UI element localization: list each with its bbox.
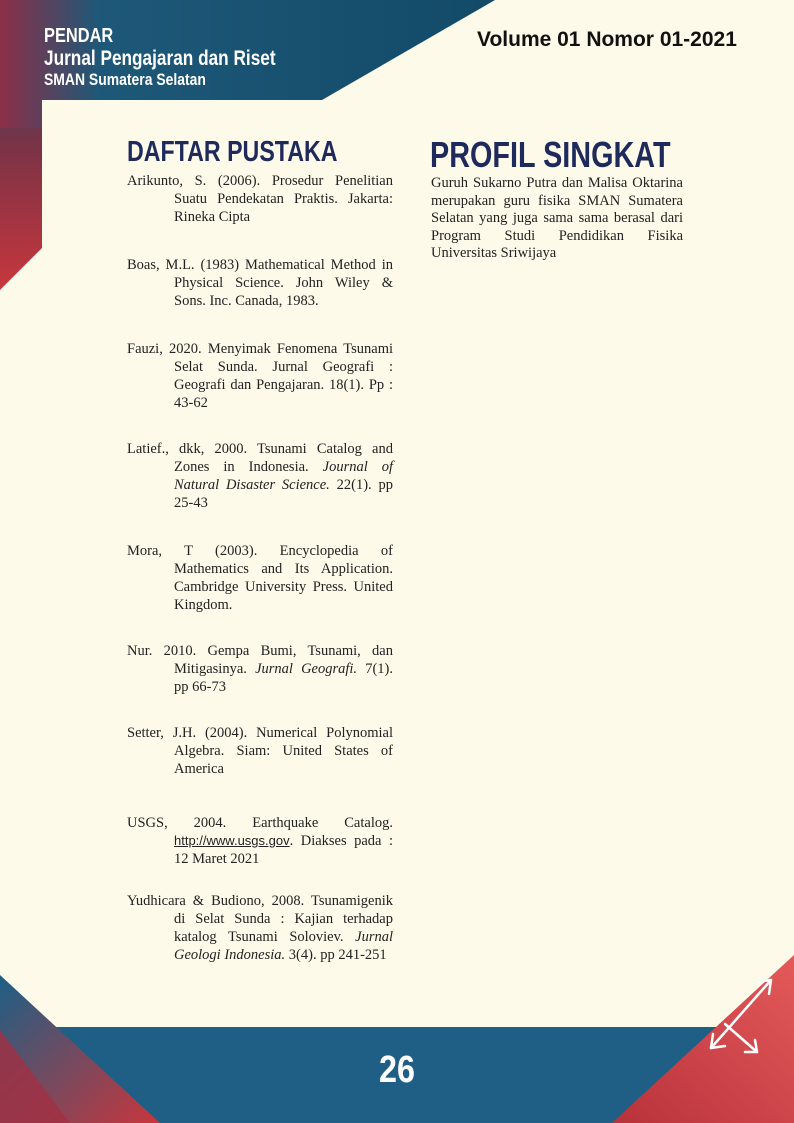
journal-subtitle: Jurnal Pengajaran dan Riset xyxy=(44,47,276,70)
reference-text: Boas, M.L. (1983) Mathematical Method in Physical Science. John Wiley & Sons. Inc. Canada, 1983. xyxy=(127,257,393,309)
page-number: 26 xyxy=(379,1049,415,1091)
reference-text: Arikunto, S. (2006). Prosedur Penelitian Suatu Pendekatan Praktis. Jakarta: Rineka Cipta xyxy=(127,173,393,225)
reference-link[interactable]: http://www.usgs.gov xyxy=(174,833,290,848)
reference-text: 22(1). pp 25-43 xyxy=(174,477,393,511)
reference-entry xyxy=(127,814,393,868)
reference-journal-title: Jurnal Geologi Indonesia. xyxy=(174,929,393,963)
reference-text: USGS, 2004. Earthquake Catalog. xyxy=(127,815,393,831)
reference-text: Yudhicara & Budiono, 2008. Tsunamigenik di Selat Sunda : Kajian terhadap katalog Tsunami Soloviev. xyxy=(127,893,393,945)
profile-heading: PROFIL SINGKAT xyxy=(430,134,671,175)
reference-text: Fauzi, 2020. Menyimak Fenomena Tsunami Selat Sunda. Jurnal Geografi : Geografi dan Pengajaran. 18(1). Pp : 43-62 xyxy=(127,341,393,411)
reference-entry xyxy=(127,892,393,964)
reference-entry xyxy=(127,642,393,696)
reference-text: Setter, J.H. (2004). Numerical Polynomial Algebra. Siam: United States of America xyxy=(127,725,393,777)
reference-entry xyxy=(127,340,393,412)
double-arrow-icon xyxy=(705,970,777,1060)
reference-journal-title: Journal of Natural Disaster Science. xyxy=(174,459,393,493)
reference-entry xyxy=(127,172,393,226)
reference-text: Mora, T (2003). Encyclopedia of Mathematics and Its Application. Cambridge University Press. United Kingdom. xyxy=(127,543,393,613)
journal-title-block xyxy=(44,26,276,88)
reference-entry xyxy=(127,724,393,778)
reference-text: Nur. 2010. Gempa Bumi, Tsunami, dan Mitigasinya. xyxy=(127,643,393,677)
journal-institution: SMAN Sumatera Selatan xyxy=(44,70,206,89)
journal-name: PENDAR xyxy=(44,25,114,47)
reference-text: 3(4). pp 241-251 xyxy=(285,947,387,963)
reference-entry xyxy=(127,440,393,512)
reference-text: 7(1). pp 66-73 xyxy=(174,661,393,695)
reference-text: . Diakses pada : 12 Maret 2021 xyxy=(174,833,393,867)
reference-entry xyxy=(127,542,393,614)
reference-journal-title: Jurnal Geografi. xyxy=(255,661,358,677)
references-heading: DAFTAR PUSTAKA xyxy=(127,136,338,168)
profile-text: Guruh Sukarno Putra dan Malisa Oktarina merupakan guru fisika SMAN Sumatera Selatan yang juga sama sama berasal dari Program Studi Pendidikan Fisika Universitas Sriwijaya xyxy=(431,175,683,261)
reference-text: Latief., dkk, 2000. Tsunami Catalog and Zones in Indonesia. xyxy=(127,441,393,475)
reference-entry xyxy=(127,256,393,310)
volume-label: Volume 01 Nomor 01-2021 xyxy=(477,28,737,51)
